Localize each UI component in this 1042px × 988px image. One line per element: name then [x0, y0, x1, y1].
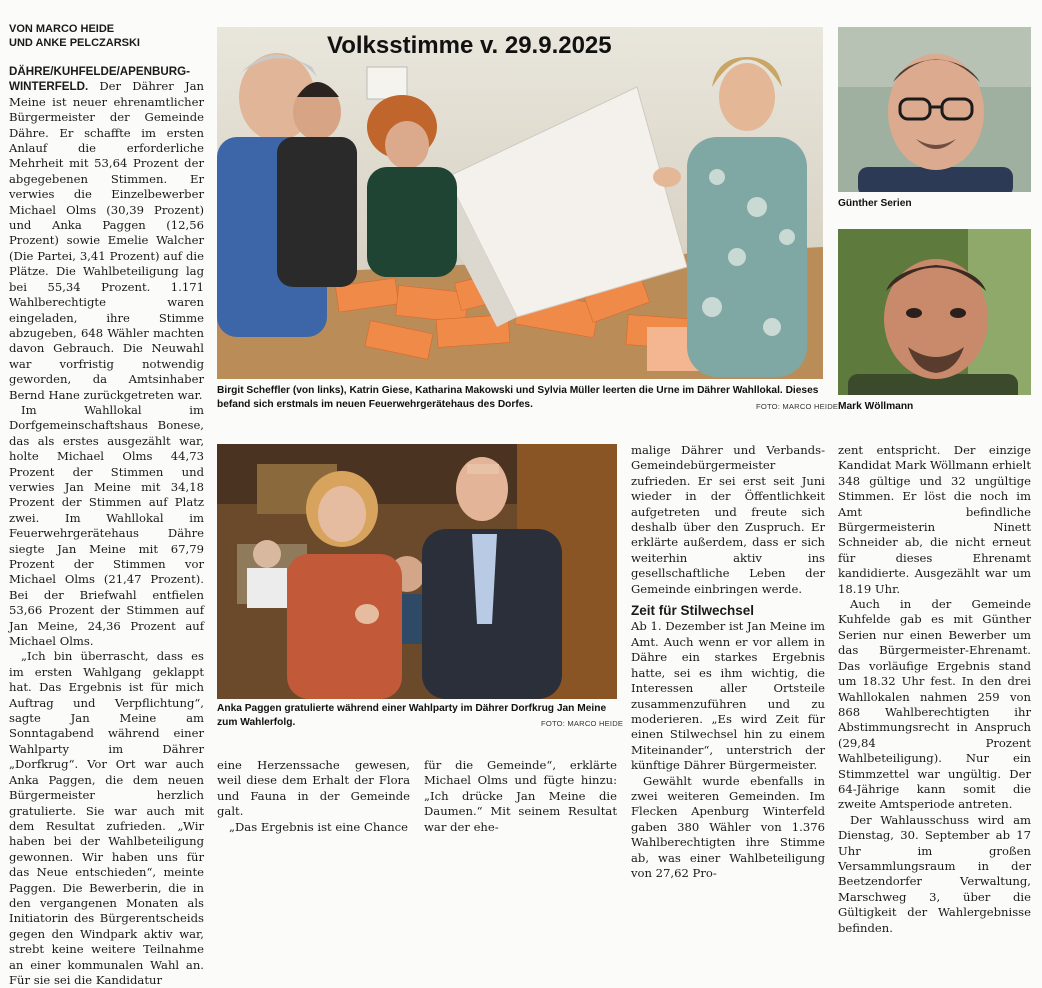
byline	[9, 22, 204, 50]
article-paragraph: Ab 1. Dezember ist Jan Meine im Amt. Auch wenn er vor allem in Dähre ein starkes Ergebnis hatte, sei es ihm wichtig, die Interessen aller Ortsteile zusammenzuführen und zu moderieren. „Es wird Zeit für einen Stilwechsel hin zu einem Miteinander“, unterstrich der künftige Dährer Bürgermeister.	[631, 619, 825, 773]
byline-author-2: UND ANKE PELCZARSKI	[9, 37, 140, 49]
article-paragraph: Auch in der Gemeinde Kuhfelde gab es mit Günther Serien nur einen Bewerber um das Bürgermeister-Ehrenamt. Das vorläufige Ergebnis stand um 18.32 Uhr fest. In den drei Wahllokalen nahmen 259 von 868 Wahlberechtigten ihr Abstimmungsrecht in Anspruch (29,84 Prozent Wahlbeteiligung). Nur ein Stimmzettel war ungültig. Der 64-Jährige kann somit die zweite Amtsperiode antreten.	[838, 597, 1031, 812]
subheading: Zeit für Stilwechsel	[631, 603, 755, 619]
column-4	[631, 443, 825, 881]
article-paragraph: Gewählt wurde ebenfalls in zwei weiteren Gemeinden. Im Flecken Apenburg Winterfeld gaben 380 Wähler von 1.376 Wahlberechtigten ihre Stimme ab, was einer Wahlbeteiligung von 27,62 Pro-	[631, 773, 825, 880]
article-paragraph: Der Wahlausschuss wird am Dienstag, 30. September ab 17 Uhr im großen Versammlungsraum in der Beetzendorfer Verwaltung, Marschweg 3, über die Gültigkeit der Wahlergebnisse befinden.	[838, 812, 1031, 935]
column-2	[217, 758, 410, 835]
column-1	[9, 22, 204, 988]
portrait-guenther-serien	[838, 27, 1031, 192]
article-paragraph: „Ich bin überrascht, dass es im ersten Wahlgang geklappt hat. Das Ergebnis ist für mich Auftrag und Verpflichtung“, sagte Jan Meine am Sonntagabend während einer Wahlparty im Dährer „Dorfkrug“. Vor Ort war auch Anka Paggen, die dem neuen Bürgermeister herzlich gratulierte. Sie war auch mit dem Resultat zufrieden. „Wir haben bei der Wahlbeteiligung gewonnen. Wir haben uns für das Neue entschieden“, meinte Paggen. Die Bewerberin, die in den vergangenen Monaten als Initiatorin des Bürgerentscheids gegen den Windpark aktiv war, strebt keine weitere Teilnahme an einer kommunalen Wahl an. Für sie sei die Kandidatur	[9, 649, 204, 987]
column-3	[424, 758, 617, 835]
party-photo-credit: FOTO: MARCO HEIDE	[541, 719, 624, 728]
main-photo-credit: FOTO: MARCO HEIDE	[756, 402, 839, 411]
article-paragraph: „Das Ergebnis ist eine Chance	[229, 819, 409, 834]
main-photo-ballot-count	[217, 27, 823, 379]
portrait-2-caption: Mark Wöllmann	[838, 401, 914, 412]
main-photo-caption: Birgit Scheffler (von links), Katrin Giese, Katharina Makowski und Sylvia Müller leerten die Urne im Dährer Wahllokal. Dieses befand sich erstmals im neuen Feuerwehrgerätehaus des Dorfes.	[217, 385, 819, 410]
article-paragraph: Im Wahllokal im Dorfgemeinschaftshaus Bonese, das als erstes ausgezählt war, holte Michael Olms 44,73 Prozent der Stimmen und verwies Jan Meine mit 34,18 Prozent der Stimmen auf Platz zwei. Im Wahllokal im Feuerwehrgerätehaus Dähre siegte Jan Meine mit 67,79 Prozent der Stimmen vor Michael Olms (21,47 Prozent). Bei der Briefwahl entfielen 53,66 Prozent der Stimmen auf Jan Meine, 24,36 Prozent auf Michael Olms.	[9, 402, 204, 649]
paragraph-text: Der Dährer Jan Meine ist neuer ehrenamtlicher Bürgermeister der Gemeinde Dähre. Er schaffte im ersten Anlauf die erforderliche Mehrheit mit 53,64 Prozent der abgegebenen Stimmen. Er verwies die Einzelbewerber Michael Olms (30,39 Prozent) und Anka Paggen (12,56 Prozent) sowie Emelie Walcher (Die Partei, 3,41 Prozent) auf die Plätze. Die Wahlbeteiligung lag bei 55,34 Prozent. 1.171 Wahlberechtigte waren eingeladen, ihre Stimme abzugeben, 648 Wähler machten davon Gebrauch. Die Neuwahl war vorfristig notwendig geworden, da Amtsinhaber Bernd Hane zurückgetreten war.	[9, 79, 205, 402]
article-paragraph: zent entspricht. Der einzige Kandidat Mark Wöllmann erhielt 348 gültige und 32 ungültige Stimmen. Er löst die noch im Amt befindliche Bürgermeisterin Ninett Schneider ab, die nicht erneut für dieses Ehrenamt kandidierte. Ausgezählt war um 18.19 Uhr.	[838, 443, 1031, 596]
article-paragraph: für die Gemeinde“, erklärte Michael Olms und fügte hinzu: „Ich drücke Jan Meine die Daumen.“ Mit seinem Resultat war der ehe-	[424, 758, 617, 834]
party-photo-caption: Anka Paggen gratulierte während einer Wahlparty im Dährer Dorfkrug Jan Meine zum Wahlerfolg.	[217, 703, 607, 728]
portrait-1-caption: Günther Serien	[838, 198, 912, 209]
article-paragraph: eine Herzenssache gewesen, weil diese dem Erhalt der Flora und Fauna in der Gemeinde galt.	[217, 758, 410, 819]
byline-author-1: VON MARCO HEIDE	[9, 23, 115, 35]
dateline: DÄHRE/KUHFELDE/APENBURG-WINTERFELD.	[9, 65, 190, 94]
article-paragraph: malige Dährer und Verbands-Gemeindebürgermeister zufrieden. Er sei erst seit Juni wieder in der Öffentlichkeit aufgetreten und freute sich deshalb über den Zuspruch. Er erklärte außerdem, dass er sich weiterhin aktiv ins gesellschaftliche Leben der Gemeinde einbringen werde.	[631, 443, 825, 596]
source-stamp: Volksstimme v. 29.9.2025	[327, 32, 612, 59]
party-photo	[217, 444, 617, 699]
column-5	[838, 443, 1031, 936]
portrait-mark-woellmann	[838, 229, 1031, 395]
article-paragraph	[9, 64, 204, 403]
